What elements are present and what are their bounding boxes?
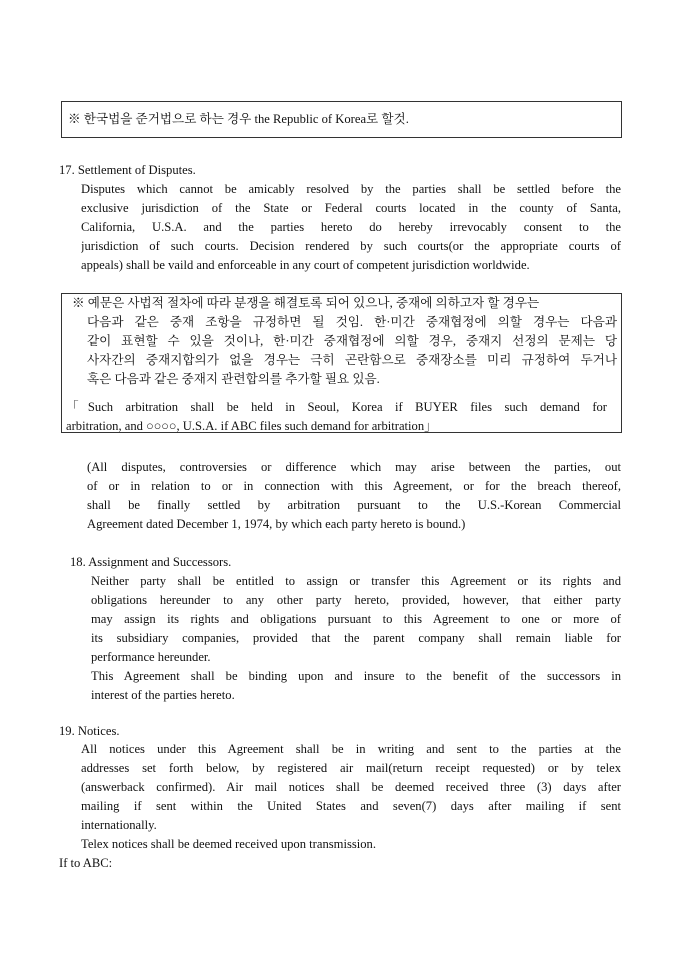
text-line: may assign its rights and obligations pursuant to this Agreement to one or more of xyxy=(91,612,621,626)
arbitration-note-text xyxy=(72,294,617,313)
text-line: 사자간의 중재지합의가 없을 경우는 극히 곤란함으로 중재장소를 미리 규정하여 두거나 xyxy=(87,353,617,367)
governing-law-note: ※ 한국법을 준거법으로 하는 경우 the Republic of Korea로 할것. xyxy=(68,112,409,126)
text-line: 같이 표현할 수 있을 것이나, 한·미간 중재협정에 의할 경우, 중재지 선정의 문제는 당 xyxy=(87,334,617,348)
text-line: addresses set forth below, by registered air mail(return receipt requested) or by telex xyxy=(81,761,621,775)
text-line: arbitration, and ○○○○, U.S.A. if ABC files such demand for arbitration」 xyxy=(66,419,437,433)
text-line: obligations hereunder to any other party hereto, provided, however, that either party xyxy=(91,593,621,607)
text-line: of or in relation to or in connection with this Agreement, or for the breach thereof, xyxy=(87,479,621,493)
section-18-heading: 18. Assignment and Successors. xyxy=(70,555,232,569)
text-line: jurisdiction of such courts. Decision rendered by such courts(or the appropriate courts of xyxy=(81,239,621,253)
text-line: exclusive jurisdiction of the State or Federal courts located in the county of Santa, xyxy=(81,201,621,215)
section-17-heading: 17. Settlement of Disputes. xyxy=(59,163,196,177)
text-line: (answerback confirmed). Air mail notices shall be deemed received three (3) days after xyxy=(81,780,621,794)
text-line: internationally. xyxy=(81,818,157,832)
text-line: interest of the parties hereto. xyxy=(91,688,235,702)
text-line: 혹은 다음과 같은 중재지 관련합의를 추가할 필요 있음. xyxy=(87,372,380,386)
text-line: (All disputes, controversies or difference which may arise between the parties, out xyxy=(87,460,621,474)
section-18-body xyxy=(91,572,621,705)
text-line: This Agreement shall be binding upon and insure to the benefit of the successors in xyxy=(91,669,621,683)
alternative-arbitration-clause xyxy=(87,458,621,534)
text-line: Neither party shall be entitled to assign or transfer this Agreement or its rights and xyxy=(91,574,621,588)
text-line: 다음과 같은 중재 조항을 규정하면 될 것임. 한·미간 중재협정에 의할 경우는 다음과 xyxy=(87,315,617,329)
text-line: performance hereunder. xyxy=(91,650,211,664)
text-line: 「Such arbitration shall be held in Seoul, Korea if BUYER files such demand for xyxy=(66,400,607,414)
text-line: mailing if sent within the United States and seven(7) days after mailing if sent xyxy=(81,799,621,813)
arbitration-note-line: ※ 예문은 사법적 절차에 따라 분쟁을 해결토록 되어 있으나, 중재에 의하고자 할 경우는 xyxy=(72,296,540,310)
text-line: appeals) shall be vaild and enforceable in any court of competent jurisdiction worldwide. xyxy=(81,258,530,272)
text-line: California, U.S.A. and the parties hereto do hereby irrevocably consent to the xyxy=(81,220,621,234)
if-to-abc-label: If to ABC: xyxy=(59,856,113,870)
text-line: Telex notices shall be deemed received upon transmission. xyxy=(81,837,376,851)
text-line: All notices under this Agreement shall be in writing and sent to the parties at the xyxy=(81,742,621,756)
section-17-body xyxy=(81,180,621,275)
text-line: its subsidiary companies, provided that the parent company shall remain liable for xyxy=(91,631,621,645)
text-line: Agreement dated December 1, 1974, by which each party hereto is bound.) xyxy=(87,517,466,531)
section-19-body xyxy=(81,740,621,854)
section-19-heading: 19. Notices. xyxy=(59,724,120,738)
text-line: Disputes which cannot be amicably resolved by the parties shall be settled before the xyxy=(81,182,621,196)
arbitration-clause xyxy=(66,398,607,436)
arbitration-note-body xyxy=(87,313,617,389)
text-line: shall be finally settled by arbitration pursuant to the U.S.-Korean Commercial xyxy=(87,498,621,512)
